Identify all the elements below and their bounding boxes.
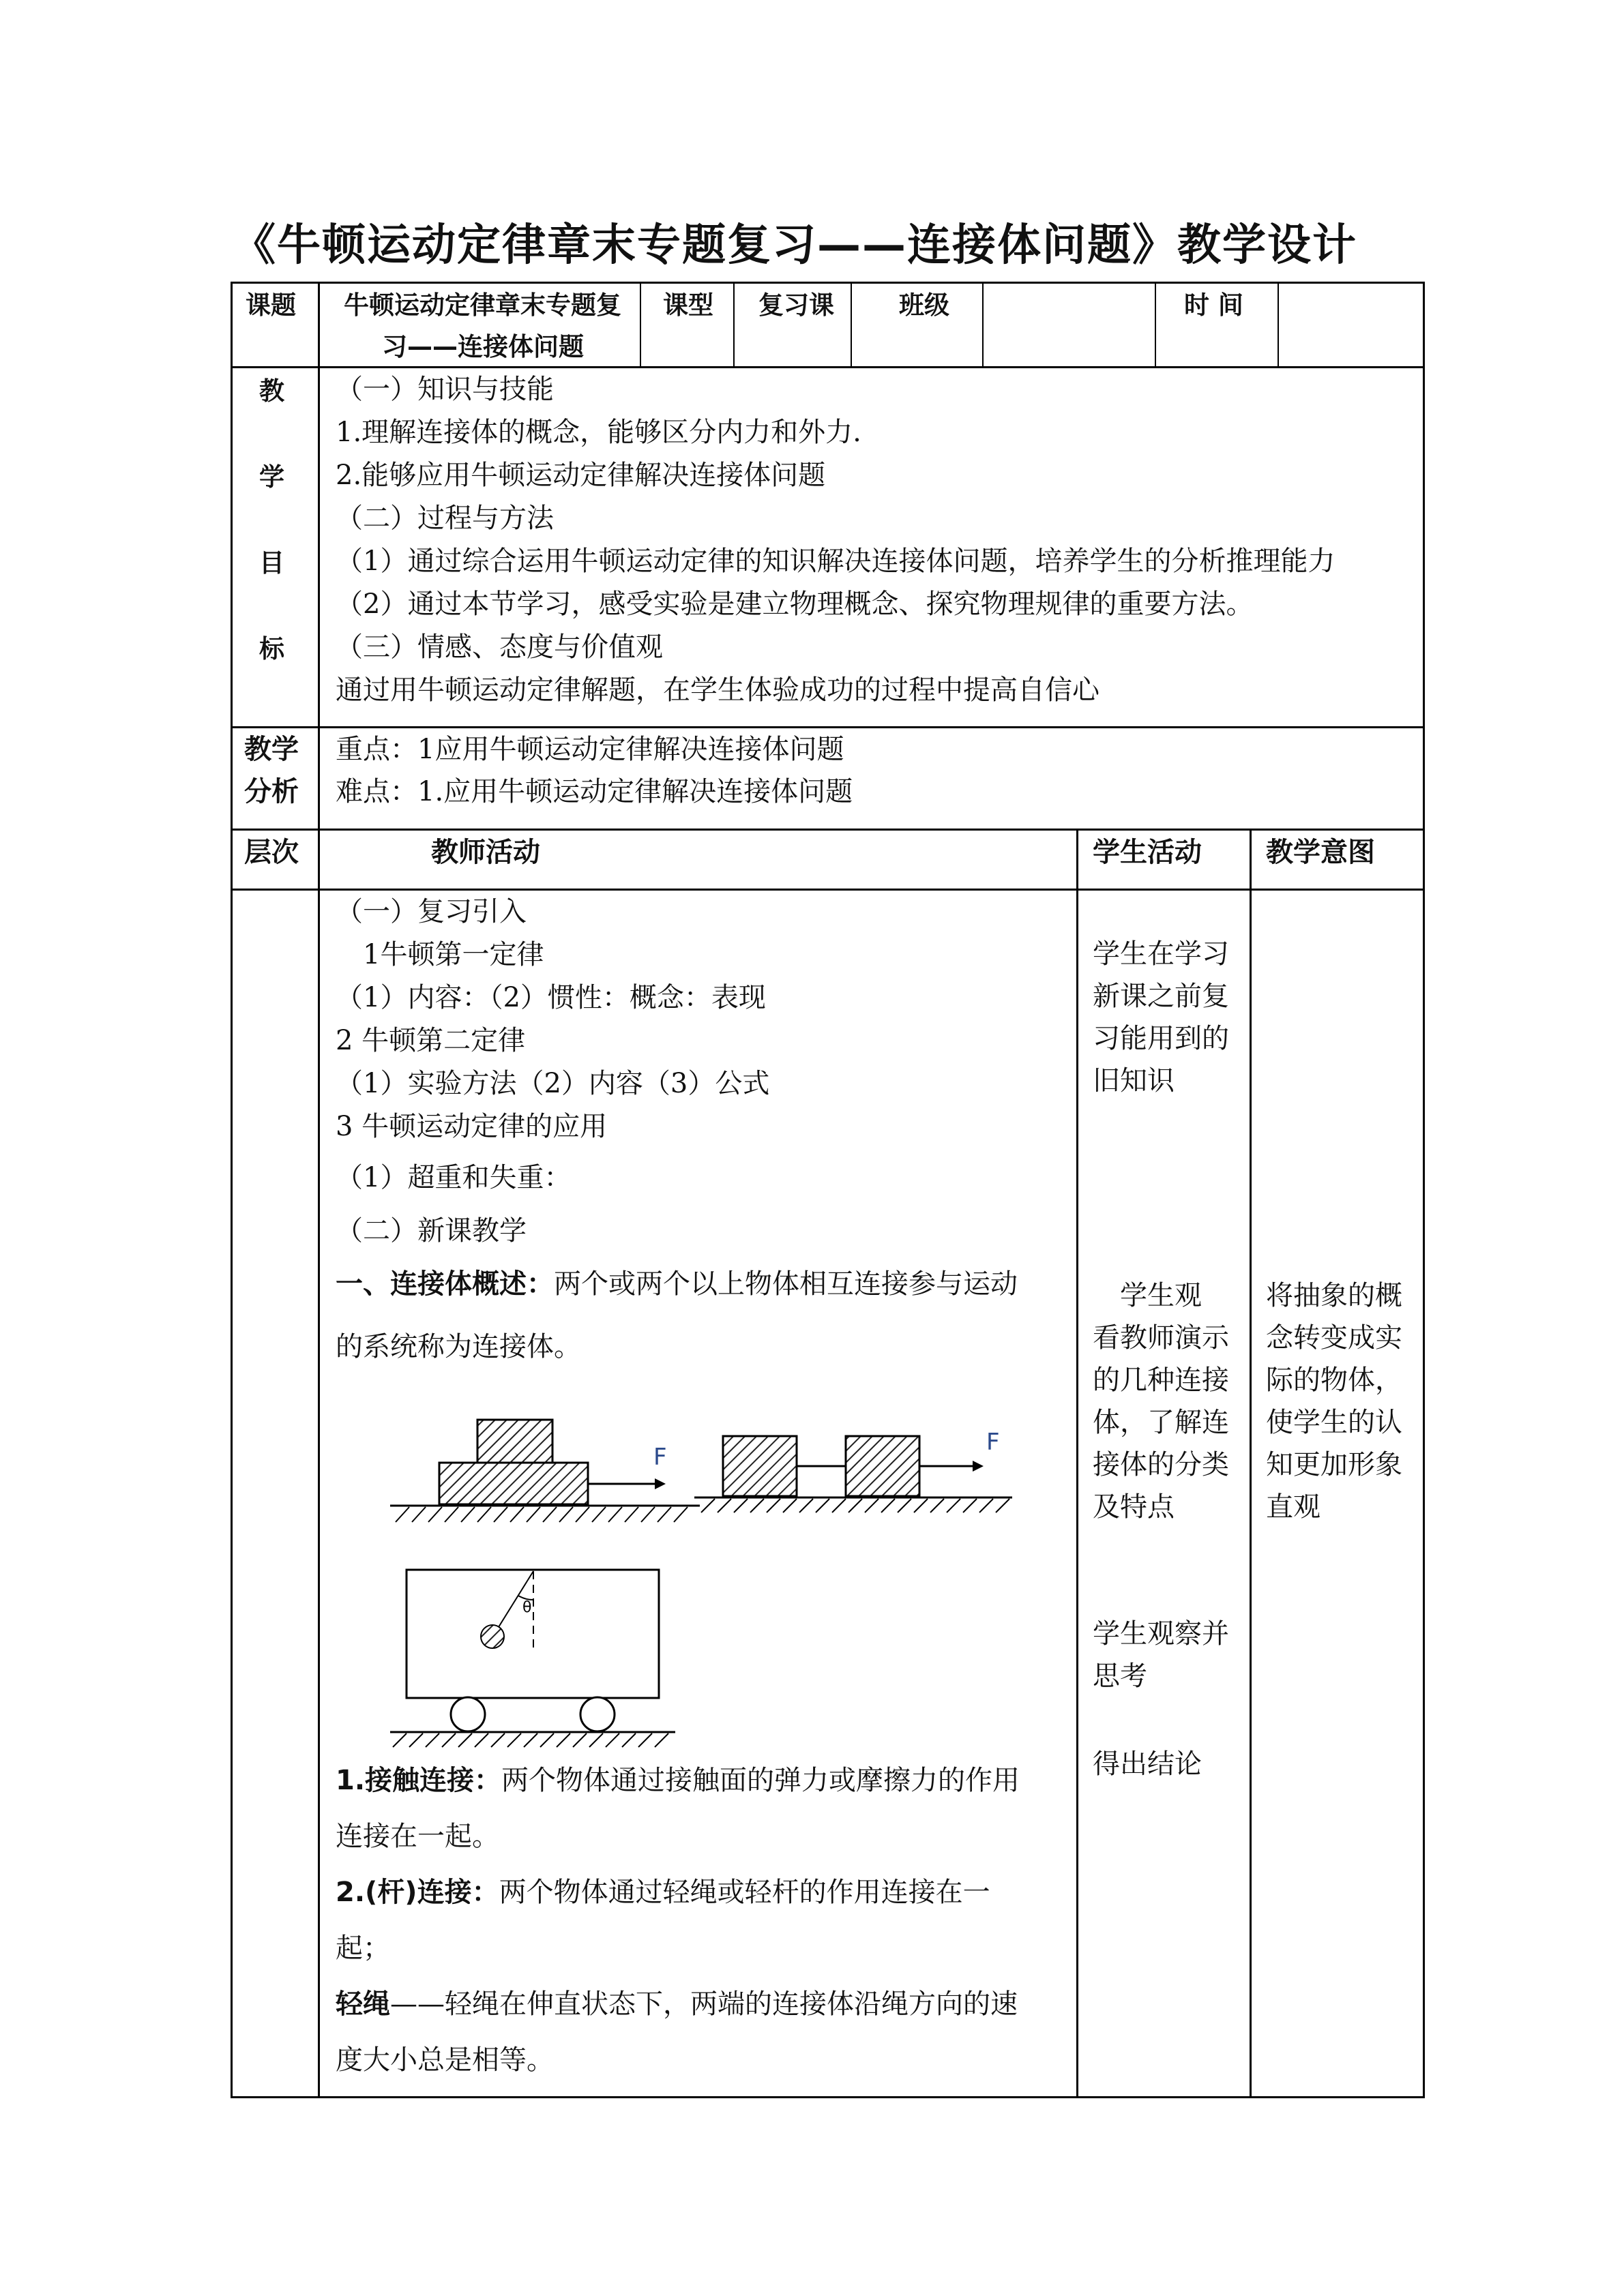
lower-block [439,1463,588,1504]
review-line: （1）实验方法（2）内容（3）公式 [336,1068,770,1099]
contact-line1 [336,1759,1020,1802]
overweight-line: （1）超重和失重： [336,1162,572,1193]
intent-line: 使学生的认 [1266,1407,1402,1438]
review-line: （1）内容：（2）惯性：概念：表现 [336,982,766,1013]
document-title: 《牛顿运动定律章末专题复习——连接体问题》教学设计 [232,220,1357,271]
intent-line: 知更加形象 [1266,1449,1402,1480]
angle-label: θ [522,1599,532,1616]
new-lesson-heading: （二）新课教学 [336,1215,527,1247]
upper-block [477,1420,552,1463]
objectives-label-char: 学 [259,462,284,492]
student-line: 习能用到的 [1093,1023,1229,1054]
topic-label: 课题 [246,290,296,320]
key-point: 重点：1应用牛顿运动定律解决连接体问题 [336,734,844,765]
review-section [336,891,769,1148]
lesson-type-label: 课型 [663,290,713,320]
analysis-label-line1: 教学 [244,734,299,765]
light-rope-line1 [336,1983,1018,2025]
column-teacher: 教师活动 [431,837,540,868]
objective-line: （1）通过综合运用牛顿运动定律的知识解决连接体问题，培养学生的分析推理能力 [336,546,1335,577]
left-block [723,1436,797,1496]
intent-block [1266,1274,1402,1528]
objective-line: 2.能够应用牛顿运动定律解决连接体问题 [336,460,826,491]
student-line: 学生观 [1093,1280,1202,1311]
student-line: 及特点 [1093,1491,1175,1523]
force-label: F [986,1429,1000,1456]
intent-line: 将抽象的概 [1266,1280,1402,1311]
objective-line: （一）知识与技能 [336,374,554,405]
objectives-label-char: 教 [259,376,284,406]
analysis-label-line2: 分析 [244,776,299,807]
analysis-content [336,728,853,813]
contact-line2: 连接在一起。 [336,1821,499,1852]
intent-line: 际的物体， [1266,1365,1402,1396]
objectives-label-char: 目 [259,548,284,578]
light-rope-text: ——轻绳在伸直状态下，两端的连接体沿绳方向的速 [390,1988,1018,2020]
class-label: 班级 [899,290,949,320]
student-line: 接体的分类 [1093,1449,1229,1480]
topic-value-line2: 习——连接体问题 [382,332,584,361]
student-line: 的几种连接 [1093,1365,1229,1396]
light-rope-heading: 轻绳 [336,1988,390,2020]
difficulty-point: 难点：1.应用牛顿运动定律解决连接体问题 [336,776,853,807]
objectives-content [336,368,1335,712]
contact-heading: 1.接触连接： [336,1765,502,1796]
review-line: 2 牛顿第二定律 [336,1025,526,1056]
concept-text: 两个或两个以上物体相互连接参与运动 [554,1268,1018,1300]
contact-text: 两个物体通过接触面的弹力或摩擦力的作用 [501,1765,1020,1796]
force-label: F [653,1444,667,1471]
intent-line: 直观 [1266,1491,1320,1523]
intent-line: 念转变成实 [1266,1322,1402,1354]
pendulum-ball [481,1625,504,1648]
right-block [846,1436,919,1496]
student-line: 新课之前复 [1093,981,1229,1012]
lesson-type-value: 复习课 [758,290,834,320]
wheel [580,1697,615,1731]
force-arrowhead [973,1461,984,1472]
student-block [1093,1743,1202,1785]
connected-bodies-figure [382,1405,1020,1541]
student-line: 得出结论 [1093,1748,1202,1780]
rope-text: 两个物体通过轻绳或轻杆的作用连接在一 [499,1877,990,1908]
concept-line2: 的系统称为连接体。 [336,1331,581,1362]
objective-line: （二）过程与方法 [336,503,554,534]
concept-heading: 一、连接体概述： [336,1268,554,1300]
objective-line: （2）通过本节学习，感受实验是建立物理概念、探究物理规律的重要方法。 [336,588,1254,620]
objective-line: （三）情感、态度与价值观 [336,631,663,663]
student-line: 学生在学习 [1093,938,1229,970]
ground-hatch [701,1499,1009,1512]
review-line: （一）复习引入 [336,896,527,927]
column-intent: 教学意图 [1266,837,1375,868]
time-label: 时 间 [1184,290,1243,320]
wheel [451,1697,485,1731]
concept-line1 [336,1263,1018,1305]
light-rope-line2: 度大小总是相等。 [336,2044,554,2076]
force-arrowhead [655,1478,666,1489]
rope-heading: 2.(杆)连接： [336,1877,499,1908]
column-level: 层次 [244,837,299,868]
ground-hatch [393,1733,668,1747]
student-line: 旧知识 [1093,1065,1175,1097]
review-line: 1牛顿第一定律 [363,939,544,970]
student-line: 学生观察并 [1093,1618,1229,1650]
student-block [1093,1613,1229,1697]
topic-value-line1: 牛顿运动定律章末专题复 [344,290,621,320]
student-line: 看教师演示 [1093,1322,1229,1354]
column-student: 学生活动 [1093,837,1202,868]
rope-line2: 起； [336,1933,390,1964]
student-line: 体，了解连 [1093,1407,1229,1438]
objective-line: 1.理解连接体的概念，能够区分内力和外力. [336,417,861,448]
review-line: 3 牛顿运动定律的应用 [336,1111,608,1142]
objectives-label-char: 标 [259,634,284,664]
student-line: 思考 [1093,1660,1147,1692]
cart-pendulum-figure [382,1562,682,1759]
rope-line1 [336,1871,990,1913]
objective-line: 通过用牛顿运动定律解题，在学生体验成功的过程中提高自信心 [336,674,1099,706]
student-block [1093,933,1229,1102]
ground-hatch [396,1507,688,1522]
student-block [1093,1274,1229,1528]
